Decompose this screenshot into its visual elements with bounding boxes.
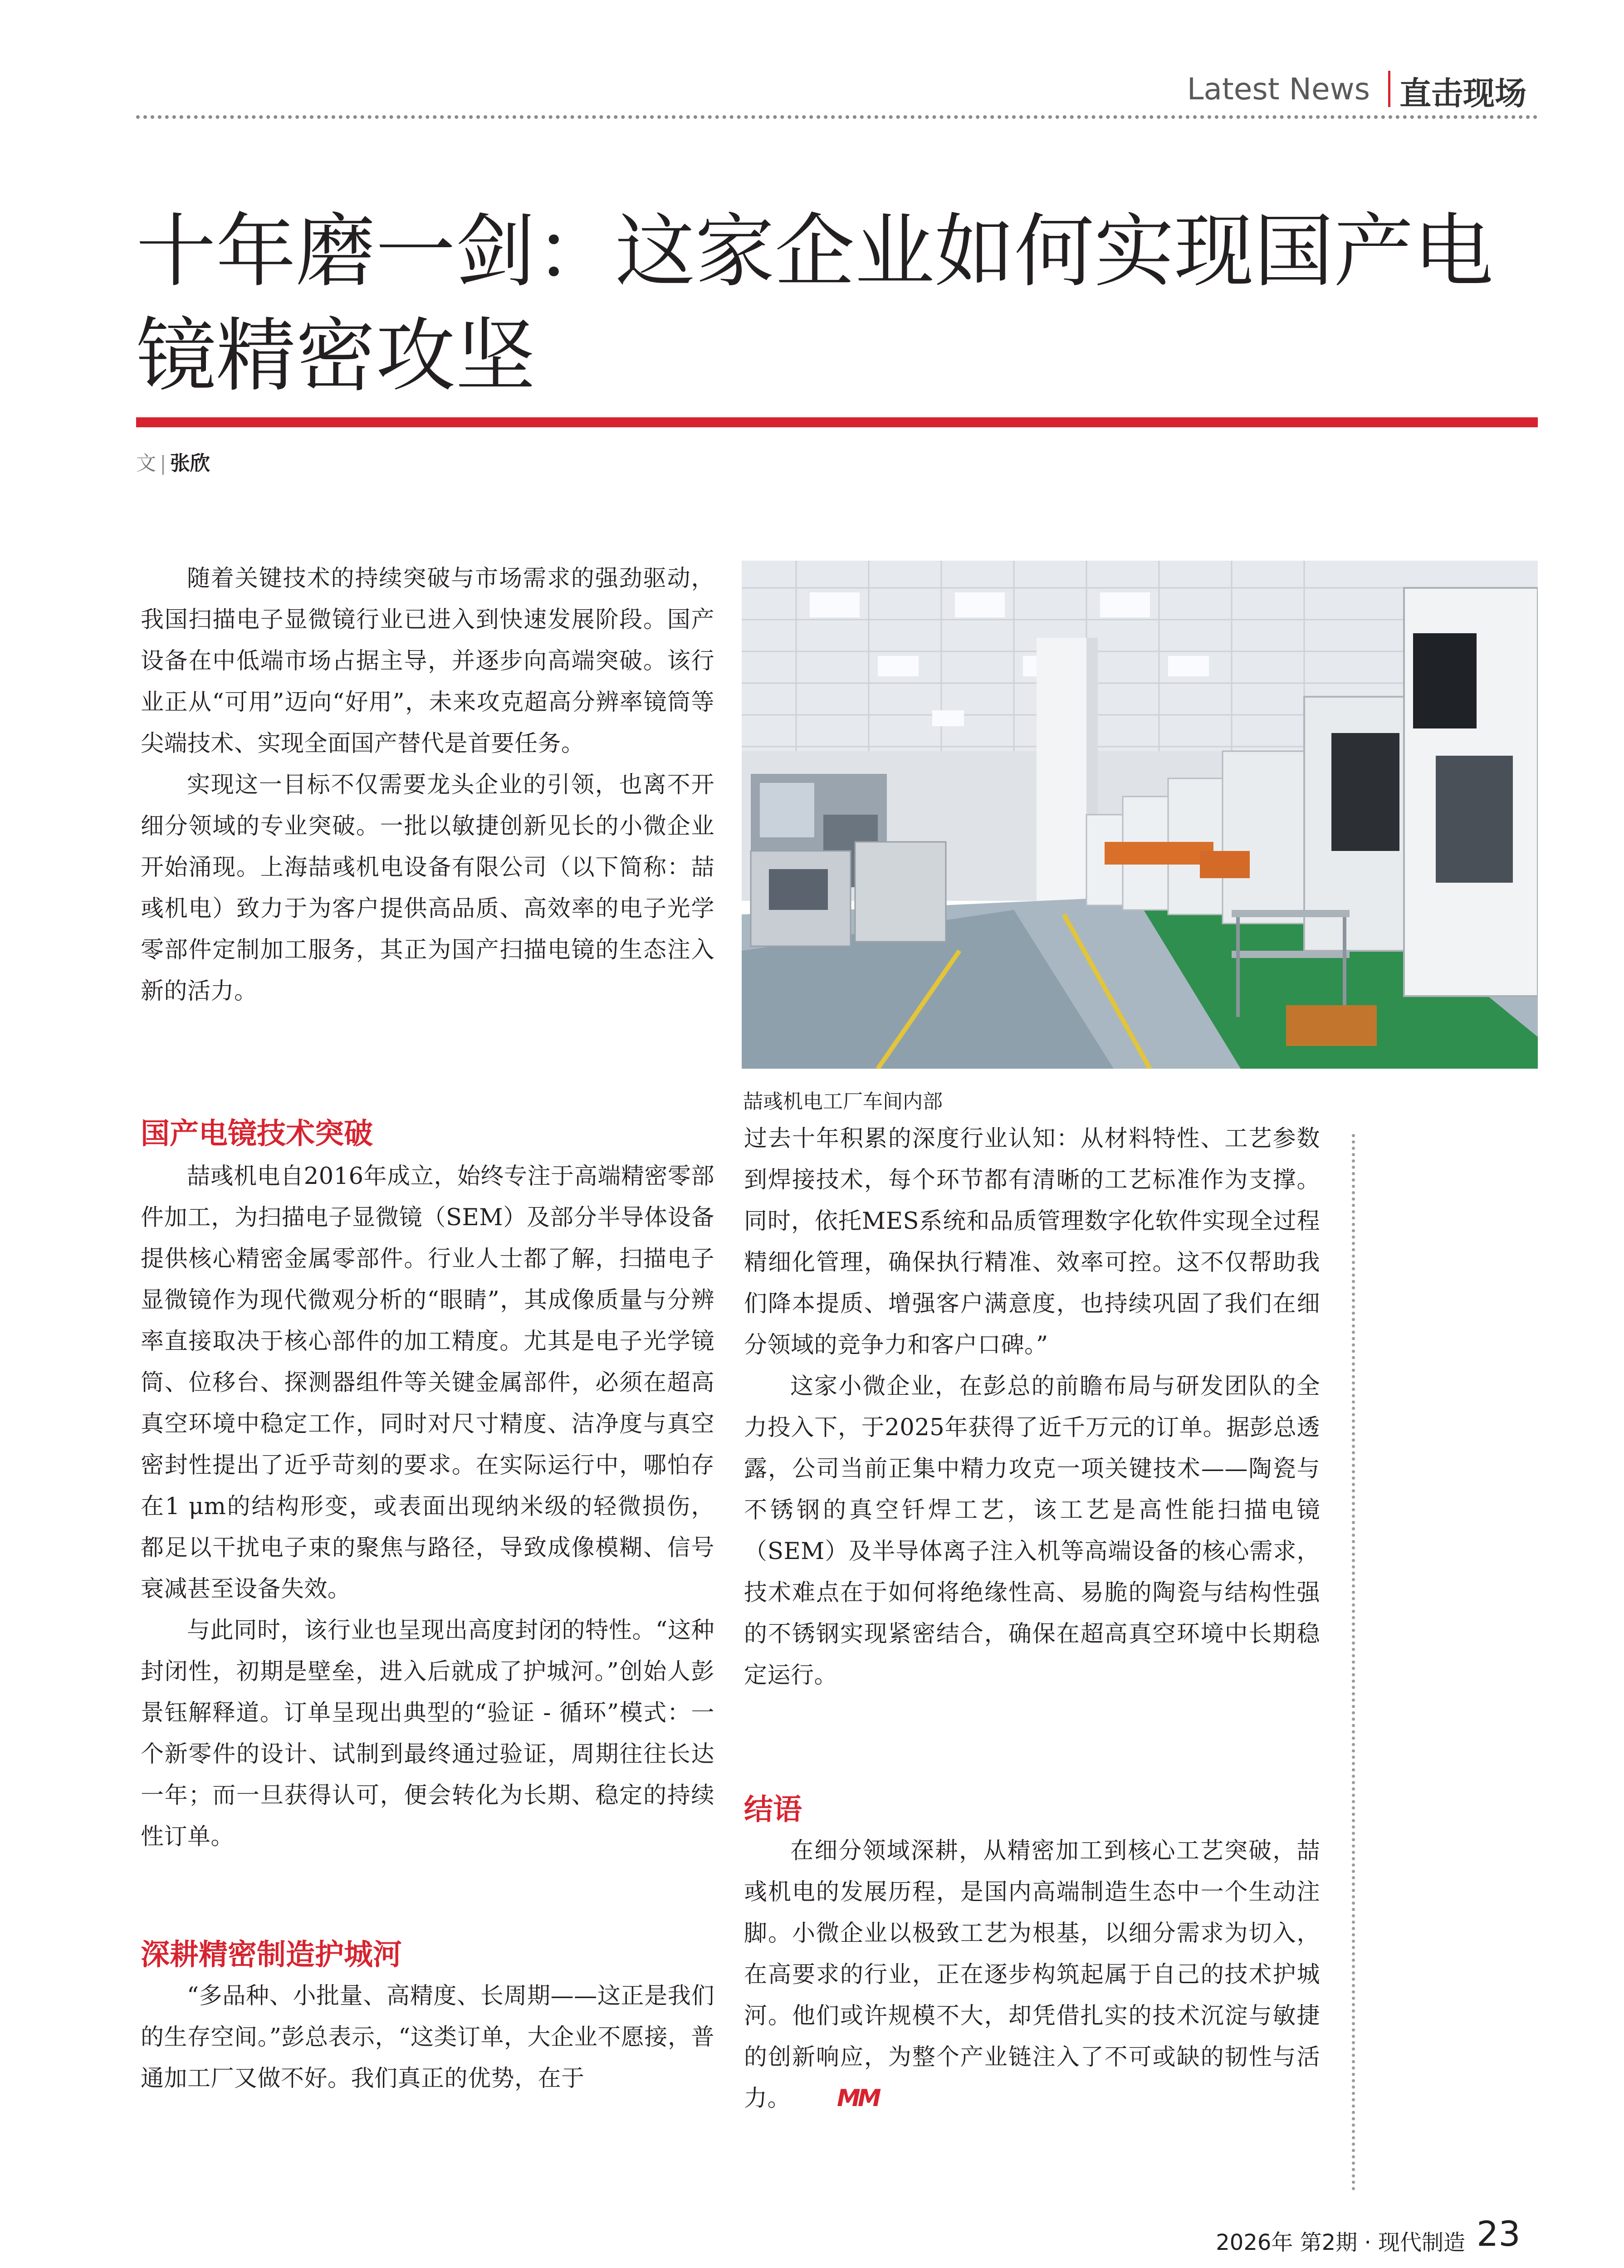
byline: 文 | 张欣 [136, 452, 210, 475]
right-continued-text [744, 1118, 1320, 1696]
photo-caption: 喆彧机电工厂车间内部 [743, 1090, 943, 1113]
section1-paragraph-1: 喆彧机电自2016年成立，始终专注于高端精密零部件加工，为扫描电子显微镜（SEM）及部分半导体设备提供核心精密金属零部件。行业人士都了解，扫描电子显微镜作为现代微观分析的“眼睛”，其成像质量与分辨率直接取决于核心部件的加工精度。尤其是电子光学镜筒、位移台、探测器组件等关键金属部件，必须在超高真空环境中稳定工作，同时对尺寸精度、洁净度与真空密封性提出了近乎苛刻的要求。在实际运行中，哪怕存在1 μm的结构形变，或表面出现纳米级的轻微损伤，都足以干扰电子束的聚焦与路径，导致成像模糊、信号衰减甚至设备失效。 [141, 1163, 714, 1603]
section1-text [141, 1156, 714, 1857]
section2-text [141, 1975, 714, 2099]
section-label-cn: 直击现场 [1399, 75, 1526, 112]
header-dotted-rule [136, 115, 1538, 119]
intro-paragraph-1: 随着关键技术的持续突破与市场需求的强劲驱动，我国扫描电子显微镜行业已进入到快速发展阶段。国产设备在中低端市场占据主导，并逐步向高端突破。该行业正从“可用”迈向“好用”，未来攻克超高分辨率镜筒等尖端技术、实现全面国产替代是首要任务。 [141, 565, 714, 757]
right-paragraph-2: 这家小微企业，在彭总的前瞻布局与研发团队的全力投入下，于2025年获得了近千万元的订单。据彭总透露，公司当前正集中精力攻克一项关键技术——陶瓷与不锈钢的真空钎焊工艺，该工艺是高性能扫描电镜（SEM）及半导体离子注入机等高端设备的核心需求，技术难点在于如何将绝缘性高、易脆的陶瓷与结构性强的不锈钢实现紧密结合，确保在超高真空环境中长期稳定运行。 [744, 1373, 1320, 1689]
section-label-en: Latest News [1187, 72, 1370, 107]
intro-text [141, 558, 714, 1012]
right-paragraph-continued: 过去十年积累的深度行业认知：从材料特性、工艺参数到焊接技术，每个环节都有清晰的工艺标准作为支撑。同时，依托MES系统和品质管理数字化软件实现全过程精细化管理，确保执行精准、效率可控。这不仅帮助我们降本提质、增强客户满意度，也持续巩固了我们在细分领域的竞争力和客户口碑。” [744, 1125, 1320, 1359]
conclusion-paragraph [744, 1830, 1320, 2119]
section-heading-2: 深耕精密制造护城河 [141, 1938, 402, 1972]
footer-issue: 2026年 第2期 · 现代制造 [1216, 2230, 1465, 2255]
factory-workshop-photo [742, 561, 1538, 1069]
page-number: 23 [1477, 2214, 1521, 2254]
mm-end-mark-icon: MM [837, 2085, 879, 2112]
column-dotted-divider [1352, 1134, 1355, 2191]
section1-paragraph-2: 与此同时，该行业也呈现出高度封闭的特性。“这种封闭性，初期是壁垒，进入后就成了护城河。”创始人彭景钰解释道。订单呈现出典型的“验证 - 循环”模式：一个新零件的设计、试制到最终通过验证，周期往往长达一年；而一旦获得认可，便会转化为长期、稳定的持续性订单。 [141, 1617, 714, 1850]
article-title: 十年磨一剑：这家企业如何实现国产电镜精密攻坚 [136, 205, 1494, 402]
title-red-bar [136, 417, 1538, 427]
section-heading-1: 国产电镜技术突破 [141, 1117, 373, 1151]
byline-label: 文 [136, 452, 156, 475]
conclusion-text [744, 1830, 1320, 2119]
intro-paragraph-2: 实现这一目标不仅需要龙头企业的引领，也离不开细分领域的专业突破。一批以敏捷创新见长的小微企业开始涌现。上海喆彧机电设备有限公司（以下简称：喆彧机电）致力于为客户提供高品质、高效率的电子光学零部件定制加工服务，其正为国产扫描电镜的生态注入新的活力。 [141, 772, 714, 1005]
section-heading-conclusion: 结语 [744, 1793, 802, 1827]
conclusion-paragraph-text: 在细分领域深耕，从精密加工到核心工艺突破，喆彧机电的发展历程，是国内高端制造生态中一个生动注脚。小微企业以极致工艺为根基，以细分需求为切入，在高要求的行业，正在逐步构筑起属于自己的技术护城河。他们或许规模不大，却凭借扎实的技术沉淀与敏捷的创新响应，为整个产业链注入了不可或缺的韧性与活力。 [744, 1838, 1320, 2112]
byline-author: 张欣 [170, 452, 210, 475]
header-separator [1388, 71, 1390, 107]
section2-paragraph-1: “多品种、小批量、高精度、长周期——这正是我们的生存空间。”彭总表示，“这类订单，大企业不愿接，普通加工厂又做不好。我们真正的优势，在于 [141, 1983, 714, 2092]
